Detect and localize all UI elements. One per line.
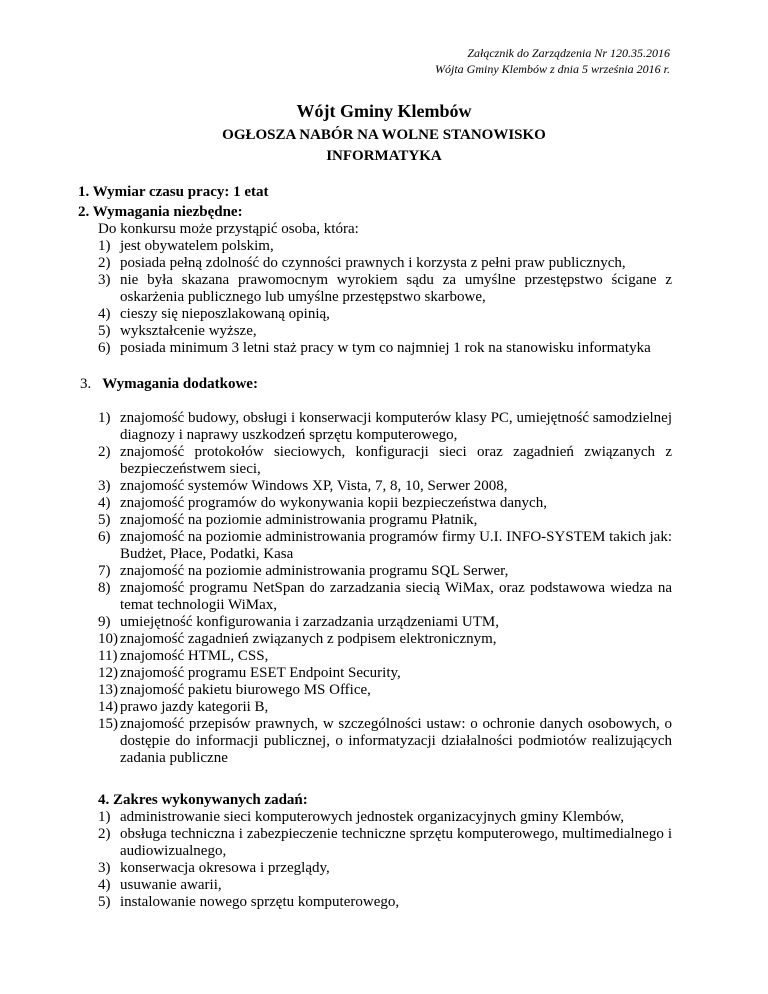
list-item-number: 15)	[98, 716, 118, 732]
list-item-number: 1)	[98, 410, 111, 426]
list-item	[98, 682, 672, 699]
list-item-text: cieszy się nieposzlakowaną opinią,	[120, 306, 330, 322]
list-item-number: 5)	[98, 512, 111, 528]
list-item-number: 14)	[98, 699, 118, 715]
list-item	[98, 877, 672, 894]
list-item-text: konserwacja okresowa i przeglądy,	[120, 860, 330, 876]
list-item-text: znajomość na poziomie administrowania programu Płatnik,	[120, 512, 478, 528]
list-item-number: 1)	[98, 809, 111, 825]
list-item-text: nie była skazana prawomocnym wyrokiem sądu za umyślne przestępstwo ścigane z oskarżenia publicznego lub umyślne przestępstwo skarbowe,	[120, 272, 672, 305]
list-item	[98, 580, 672, 614]
list-item	[98, 238, 672, 255]
section-4-list	[98, 809, 672, 911]
list-item-text: znajomość przepisów prawnych, w szczególności ustaw: o ochronie danych osobowych, o dostępie do informacji publicznej, o informatyzacji działalności podmiotów realizujących zadania publiczne	[120, 716, 672, 766]
list-item	[98, 529, 672, 563]
list-item-number: 8)	[98, 580, 111, 596]
list-item	[98, 699, 672, 716]
list-item-number: 4)	[98, 306, 111, 322]
list-item	[98, 563, 672, 580]
list-item	[98, 826, 672, 860]
list-item-number: 9)	[98, 614, 111, 630]
list-item-number: 3)	[98, 478, 111, 494]
list-item-text: administrowanie sieci komputerowych jednostek organizacyjnych gminy Klembów,	[120, 809, 625, 825]
list-item-text: jest obywatelem polskim,	[120, 238, 274, 254]
annex-line-1: Załącznik do Zarządzenia Nr 120.35.2016	[467, 46, 670, 60]
list-item-number: 4)	[98, 877, 111, 893]
document-title: Wójt Gminy Klembów	[296, 101, 472, 121]
list-item	[98, 631, 672, 648]
list-item-text: znajomość systemów Windows XP, Vista, 7, 8, 10, Serwer 2008,	[120, 478, 508, 494]
list-item-number: 4)	[98, 495, 111, 511]
list-item-text: znajomość na poziomie administrowania programu SQL Serwer,	[120, 563, 509, 579]
list-item-text: znajomość budowy, obsługi i konserwacji komputerów klasy PC, umiejętność samodzielnej diagnozy i naprawy uszkodzeń sprzętu komputerowego,	[120, 410, 672, 443]
list-item-number: 3)	[98, 272, 111, 288]
list-item-number: 10)	[98, 631, 118, 647]
section-3-label: Wymagania dodatkowe:	[102, 376, 258, 392]
list-item-number: 3)	[98, 860, 111, 876]
list-item-number: 1)	[98, 238, 111, 254]
list-item-text: znajomość programu NetSpan do zarzadzania siecią WiMax, oraz podstawowa wiedza na temat technologii WiMax,	[120, 580, 672, 613]
list-item-number: 6)	[98, 340, 111, 356]
list-item-text: znajomość programów do wykonywania kopii bezpieczeństwa danych,	[120, 495, 547, 511]
section-2-list	[98, 238, 672, 357]
section-2-heading: 2. Wymagania niezbędne:	[78, 204, 243, 220]
list-item	[98, 444, 672, 478]
list-item-number: 5)	[98, 323, 111, 339]
list-item	[98, 512, 672, 529]
list-item	[98, 614, 672, 631]
list-item-text: usuwanie awarii,	[120, 877, 222, 893]
annex-note	[435, 45, 670, 77]
list-item-text: znajomość na poziomie administrowania programów firmy U.I. INFO-SYSTEM takich jak: Budżet, Płace, Podatki, Kasa	[120, 529, 672, 562]
section-1-heading: 1. Wymiar czasu pracy: 1 etat	[78, 184, 269, 200]
list-item-number: 7)	[98, 563, 111, 579]
list-item	[98, 860, 672, 877]
list-item	[98, 665, 672, 682]
list-item	[98, 478, 672, 495]
list-item	[98, 340, 672, 357]
document-subtitle-1: OGŁOSZA NABÓR NA WOLNE STANOWISKO	[222, 127, 546, 143]
list-item-number: 13)	[98, 682, 118, 698]
list-item-number: 5)	[98, 894, 111, 910]
list-item-text: obsługa techniczna i zabezpieczenie techniczne sprzętu komputerowego, multimedialnego i audiowizualnego,	[120, 826, 672, 859]
list-item-text: prawo jazdy kategorii B,	[120, 699, 269, 715]
section-3-number: 3.	[80, 376, 92, 392]
list-item-text: wykształcenie wyższe,	[120, 323, 257, 339]
list-item-number: 2)	[98, 255, 111, 271]
list-item-number: 11)	[98, 648, 118, 664]
list-item-text: znajomość zagadnień związanych z podpisem elektronicznym,	[120, 631, 497, 647]
list-item-number: 2)	[98, 444, 111, 460]
document-subtitle-2: INFORMATYKA	[326, 148, 442, 164]
list-item-text: posiada pełną zdolność do czynności prawnych i korzysta z pełni praw publicznych,	[120, 255, 626, 271]
list-item	[98, 306, 672, 323]
list-item	[98, 272, 672, 306]
list-item	[98, 894, 672, 911]
section-4-heading: 4. Zakres wykonywanych zadań:	[98, 792, 308, 808]
list-item-number: 12)	[98, 665, 118, 681]
section-2-intro: Do konkursu może przystąpić osoba, która:	[98, 221, 359, 237]
annex-line-2: Wójta Gminy Klembów z dnia 5 września 2016 r.	[434, 62, 670, 76]
list-item-text: umiejętność konfigurowania i zarzadzania urządzeniami UTM,	[120, 614, 500, 630]
list-item-text: posiada minimum 3 letni staż pracy w tym co najmniej 1 rok na stanowisku informatyka	[120, 340, 651, 356]
list-item-number: 6)	[98, 529, 111, 545]
list-item	[98, 716, 672, 767]
list-item-text: znajomość programu ESET Endpoint Security,	[120, 665, 401, 681]
list-item	[98, 410, 672, 444]
list-item-text: znajomość pakietu biurowego MS Office,	[120, 682, 371, 698]
list-item	[98, 323, 672, 340]
section-3-heading	[80, 376, 258, 393]
section-3-list	[98, 410, 672, 767]
list-item	[98, 809, 672, 826]
list-item-text: instalowanie nowego sprzętu komputerowego,	[120, 894, 400, 910]
list-item	[98, 648, 672, 665]
list-item-text: znajomość protokołów sieciowych, konfiguracji sieci oraz zagadnień związanych z bezpieczeństwem sieci,	[120, 444, 672, 477]
list-item-number: 2)	[98, 826, 111, 842]
list-item-text: znajomość HTML, CSS,	[120, 648, 269, 664]
list-item	[98, 495, 672, 512]
list-item	[98, 255, 672, 272]
